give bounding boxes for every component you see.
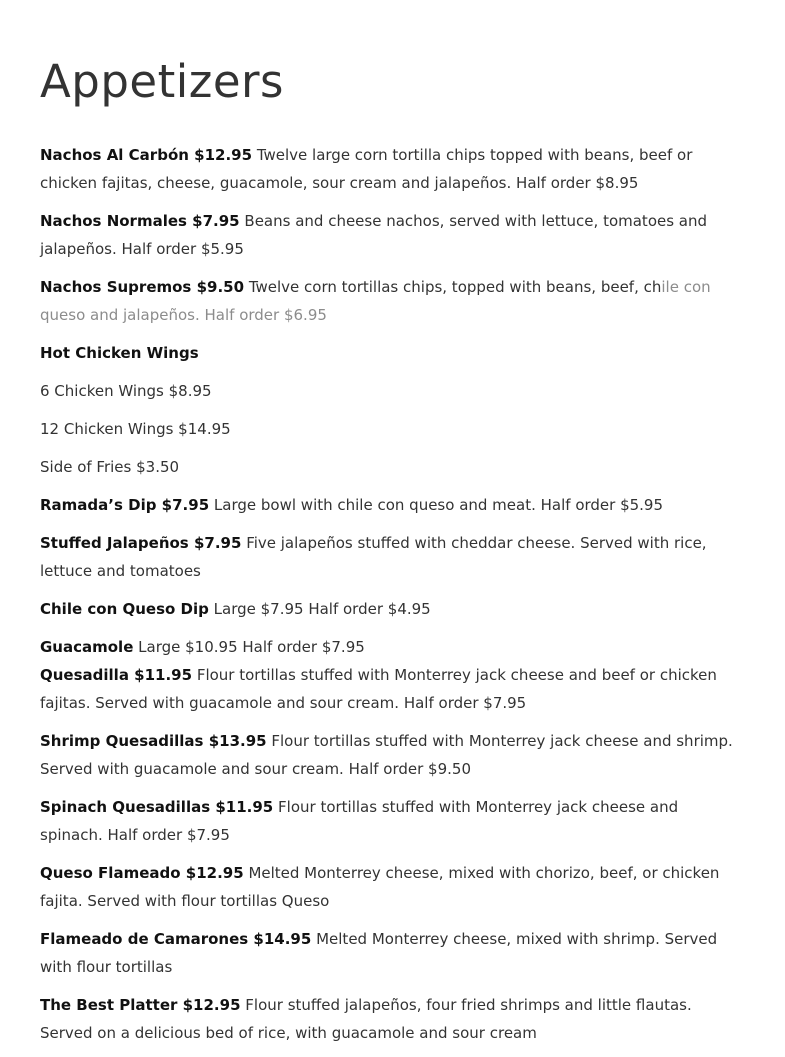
item-description: Flour tortillas stuffed with Monterrey jack cheese and shrimp. Served with guacamole and sour cream. Half order $9.50 xyxy=(40,732,733,778)
item-description: Flour tortillas stuffed with Monterrey jack cheese and spinach. Half order $7.95 xyxy=(40,798,679,844)
menu-item-nachos-supremos xyxy=(40,273,740,329)
menu-item-spinach-quesadillas xyxy=(40,793,740,849)
item-description: Twelve corn tortillas chips, topped with beans, beef, ch xyxy=(248,278,662,296)
menu-item-nachos-al-carbon xyxy=(40,141,740,197)
item-description: Melted Monterrey cheese, mixed with shrimp. Served with flour tortillas xyxy=(40,930,718,976)
item-description: Flour tortillas stuffed with Monterrey jack cheese and beef or chicken fajitas. Served with guacamole and sour cream. Half order $7.95 xyxy=(40,666,717,712)
menu-item-hot-chicken-wings xyxy=(40,339,740,367)
item-name: The Best Platter $12.95 xyxy=(40,996,241,1014)
menu-item-quesadilla xyxy=(40,661,740,717)
menu-item-6-wings xyxy=(40,377,740,405)
item-name: Queso Flameado $12.95 xyxy=(40,864,244,882)
page-title: Appetizers xyxy=(40,55,284,108)
menu-item-guacamole xyxy=(40,633,740,661)
item-name: Chile con Queso Dip xyxy=(40,600,209,618)
menu-item-chile-con-queso-dip xyxy=(40,595,740,623)
item-name: Spinach Quesadillas $11.95 xyxy=(40,798,274,816)
item-description: Melted Monterrey cheese, mixed with chorizo, beef, or chicken fajita. Served with flour tortillas Queso xyxy=(40,864,720,910)
item-description: 12 Chicken Wings $14.95 xyxy=(40,420,231,438)
item-name: Stuffed Jalapeños $7.95 xyxy=(40,534,242,552)
item-description: Side of Fries $3.50 xyxy=(40,458,180,476)
item-description: Five jalapeños stuffed with cheddar cheese. Served with rice, lettuce and tomatoes xyxy=(40,534,707,580)
item-description-faded: ile con queso and jalapeños. Half order $6.95 xyxy=(40,278,711,324)
menu-item-flameado-de-camarones xyxy=(40,925,740,981)
menu-item-12-wings xyxy=(40,415,740,443)
menu-item-nachos-normales xyxy=(40,207,740,263)
item-name: Guacamole xyxy=(40,638,134,656)
menu-item-queso-flameado xyxy=(40,859,740,915)
item-name: Nachos Al Carbón $12.95 xyxy=(40,146,253,164)
item-name: Flameado de Camarones $14.95 xyxy=(40,930,312,948)
appetizer-list xyxy=(40,141,740,1057)
item-description: Beans and cheese nachos, served with lettuce, tomatoes and jalapeños. Half order $5.95 xyxy=(40,212,708,258)
menu-item-stuffed-jalapenos xyxy=(40,529,740,585)
item-description: 6 Chicken Wings $8.95 xyxy=(40,382,212,400)
menu-item-the-best-platter xyxy=(40,991,740,1047)
item-description: Large $10.95 Half order $7.95 xyxy=(138,638,365,656)
menu-item-side-of-fries xyxy=(40,453,740,481)
menu-item-shrimp-quesadillas xyxy=(40,727,740,783)
item-name: Nachos Supremos $9.50 xyxy=(40,278,245,296)
item-name: Nachos Normales $7.95 xyxy=(40,212,240,230)
item-name: Ramada’s Dip $7.95 xyxy=(40,496,210,514)
item-name: Shrimp Quesadillas $13.95 xyxy=(40,732,267,750)
item-description: Twelve large corn tortilla chips topped with beans, beef or chicken fajitas, cheese, guacamole, sour cream and jalapeños. Half order $8.95 xyxy=(40,146,693,192)
item-description: Large $7.95 Half order $4.95 xyxy=(213,600,431,618)
item-description: Large bowl with chile con queso and meat. Half order $5.95 xyxy=(213,496,664,514)
item-name: Quesadilla $11.95 xyxy=(40,666,193,684)
item-description: Flour stuffed jalapeños, four fried shrimps and little flautas. Served on a delicious bed of rice, with guacamole and sour cream xyxy=(40,996,692,1042)
menu-item-ramadas-dip xyxy=(40,491,740,519)
item-name: Hot Chicken Wings xyxy=(40,344,199,362)
